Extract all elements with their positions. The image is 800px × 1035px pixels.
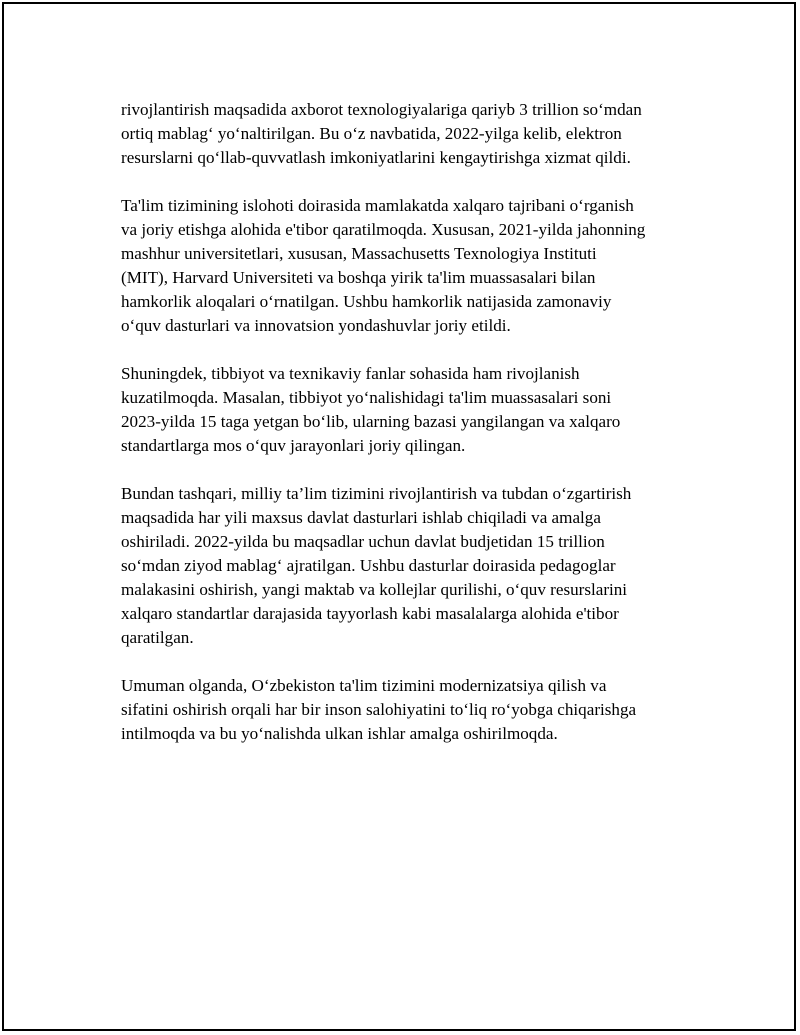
text-line: Umuman olganda, O‘zbekiston ta'lim tizimini modernizatsiya qilish va — [121, 676, 607, 695]
paragraph — [121, 98, 689, 170]
text-line: ortiq mablag‘ yo‘naltirilgan. Bu o‘z navbatida, 2022-yilga kelib, elektron — [121, 124, 622, 143]
paragraph — [121, 194, 689, 338]
text-line: qaratilgan. — [121, 628, 194, 647]
text-line: Bundan tashqari, milliy ta’lim tizimini rivojlantirish va tubdan o‘zgartirish — [121, 484, 632, 503]
text-line: sifatini oshirish orqali har bir inson salohiyatini to‘liq ro‘yobga chiqarishga — [121, 700, 637, 719]
paragraph — [121, 482, 689, 650]
text-line: rivojlantirish maqsadida axborot texnologiyalariga qariyb 3 trillion so‘mdan — [121, 100, 642, 119]
text-line: Ta'lim tizimining islohoti doirasida mamlakatda xalqaro tajribani o‘rganish — [121, 196, 634, 215]
text-line: maqsadida har yili maxsus davlat dasturlari ishlab chiqiladi va amalga — [121, 508, 601, 527]
text-line: o‘quv dasturlari va innovatsion yondashuvlar joriy etildi. — [121, 316, 511, 335]
text-line: resurslarni qo‘llab-quvvatlash imkoniyatlarini kengaytirishga xizmat qildi. — [121, 148, 631, 167]
text-line: 2023-yilda 15 taga yetgan bo‘lib, ularning bazasi yangilangan va xalqaro — [121, 412, 621, 431]
text-line: kuzatilmoqda. Masalan, tibbiyot yo‘nalishidagi ta'lim muassasalari soni — [121, 388, 612, 407]
text-line: so‘mdan ziyod mablag‘ ajratilgan. Ushbu dasturlar doirasida pedagoglar — [121, 556, 616, 575]
text-line: xalqaro standartlar darajasida tayyorlash kabi masalalarga alohida e'tibor — [121, 604, 619, 623]
text-line: Shuningdek, tibbiyot va texnikaviy fanlar sohasida ham rivojlanish — [121, 364, 580, 383]
text-line: standartlarga mos o‘quv jarayonlari joriy qilingan. — [121, 436, 466, 455]
page-frame — [2, 2, 796, 1031]
text-line: malakasini oshirish, yangi maktab va kollejlar qurilishi, o‘quv resurslarini — [121, 580, 628, 599]
text-line: oshiriladi. 2022-yilda bu maqsadlar uchun davlat budjetidan 15 trillion — [121, 532, 605, 551]
paragraph — [121, 674, 689, 746]
text-line: intilmoqda va bu yo‘nalishda ulkan ishlar amalga oshirilmoqda. — [121, 724, 558, 743]
text-line: mashhur universitetlari, xususan, Massachusetts Texnologiya Instituti — [121, 244, 597, 263]
text-line: (MIT), Harvard Universiteti va boshqa yirik ta'lim muassasalari bilan — [121, 268, 596, 287]
text-line: hamkorlik aloqalari o‘rnatilgan. Ushbu hamkorlik natijasida zamonaviy — [121, 292, 612, 311]
document-body — [121, 98, 689, 770]
text-line: va joriy etishga alohida e'tibor qaratilmoqda. Xususan, 2021-yilda jahonning — [121, 220, 646, 239]
paragraph — [121, 362, 689, 458]
